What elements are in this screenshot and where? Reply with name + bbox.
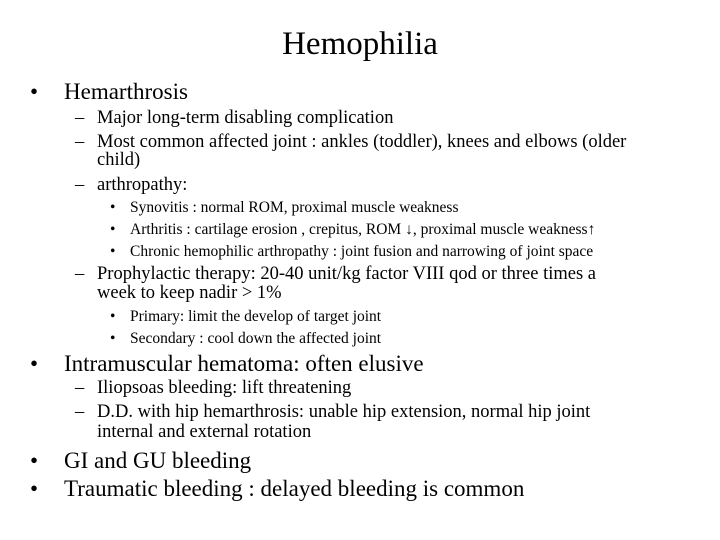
bullet-marker: •	[30, 351, 39, 376]
item-synovitis: Synovitis : normal ROM, proximal muscle weakness	[130, 199, 459, 216]
bullet-gi-gu: GI and GU bleeding	[64, 448, 252, 473]
sub-bullet-most-common-cont: child)	[97, 150, 141, 170]
dash-marker: –	[75, 378, 85, 398]
bullet-hemarthrosis: Hemarthrosis	[64, 79, 188, 104]
dot-marker: •	[110, 243, 116, 260]
dash-marker: –	[75, 175, 85, 195]
dash-marker: –	[75, 132, 85, 152]
bullet-traumatic: Traumatic bleeding : delayed bleeding is common	[64, 476, 525, 501]
item-chronic: Chronic hemophilic arthropathy : joint fusion and narrowing of joint space	[130, 243, 594, 260]
dash-marker: –	[75, 402, 85, 422]
dash-marker: –	[75, 108, 85, 128]
sub-bullet-dd-cont: internal and external rotation	[97, 422, 312, 442]
sub-bullet-dd: D.D. with hip hemarthrosis: unable hip extension, normal hip joint	[97, 402, 591, 422]
item-arthritis: Arthritis : cartilage erosion , crepitus, ROM ↓, proximal muscle weakness↑	[130, 221, 596, 238]
sub-bullet-prophylactic-cont: week to keep nadir > 1%	[97, 283, 282, 303]
sub-bullet-arthropathy: arthropathy:	[97, 175, 188, 195]
sub-bullet-most-common: Most common affected joint : ankles (toddler), knees and elbows (older	[97, 132, 627, 152]
sub-bullet-major: Major long-term disabling complication	[97, 108, 394, 128]
sub-bullet-iliopsoas: Iliopsoas bleeding: lift threatening	[97, 378, 352, 398]
item-primary: Primary: limit the develop of target joint	[130, 308, 382, 325]
bullet-marker: •	[30, 79, 39, 104]
dash-marker: –	[75, 264, 85, 284]
dot-marker: •	[110, 221, 116, 238]
sub-bullet-prophylactic: Prophylactic therapy: 20-40 unit/kg factor VIII qod or three times a	[97, 264, 597, 284]
bullet-marker: •	[30, 448, 39, 473]
slide-title: Hemophilia	[282, 26, 438, 62]
item-secondary: Secondary : cool down the affected joint	[130, 330, 382, 347]
bullet-intramuscular: Intramuscular hematoma: often elusive	[64, 351, 424, 376]
bullet-marker: •	[30, 476, 39, 501]
dot-marker: •	[110, 330, 116, 347]
dot-marker: •	[110, 308, 116, 325]
dot-marker: •	[110, 199, 116, 216]
